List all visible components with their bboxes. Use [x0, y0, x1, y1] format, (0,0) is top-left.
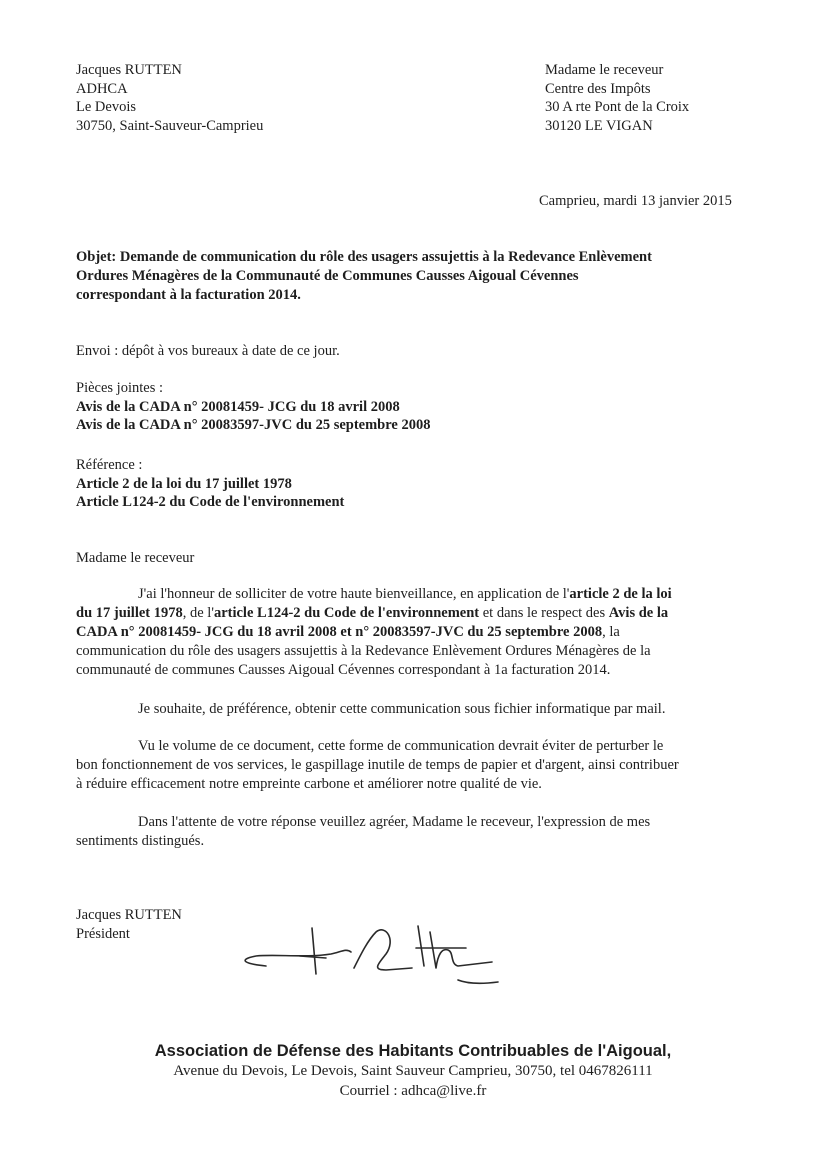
sender-name: Jacques RUTTEN: [76, 62, 182, 78]
footer-address: Avenue du Devois, Le Devois, Saint Sauveur Camprieu, 30750, tel 0467826111: [173, 1063, 653, 1079]
place-date: Camprieu, mardi 13 janvier 2015: [539, 193, 732, 209]
recipient-address-line-1: 30 A rte Pont de la Croix: [545, 99, 690, 115]
attachments-label: Pièces jointes :: [76, 380, 163, 396]
paragraph-line: communication du rôle des usagers assujettis à la Redevance Enlèvement Ordures Ménagères de la: [76, 643, 651, 659]
references-label: Référence :: [76, 457, 143, 473]
subject-line-2: Ordures Ménagères de la Communauté de Communes Causses Aigoual Cévennes: [76, 268, 579, 284]
paragraph-preference: [76, 700, 766, 719]
paragraph-line: [76, 623, 766, 642]
attachments-block: [76, 379, 430, 435]
sender-address-line-1: Le Devois: [76, 99, 136, 115]
paragraph-line: [76, 585, 766, 604]
paragraph-line: sentiments distingués.: [76, 833, 205, 849]
paragraph-line: Vu le volume de ce document, cette forme de communication devrait éviter de perturber le: [138, 738, 664, 754]
text-span: , la: [602, 624, 620, 640]
recipient-title: Madame le receveur: [545, 62, 664, 78]
attachment-item: Avis de la CADA n° 20083597-JVC du 25 septembre 2008: [76, 417, 431, 433]
paragraph-line: Dans l'attente de votre réponse veuillez agréer, Madame le receveur, l'expression de mes: [138, 814, 651, 830]
subject-block: [76, 248, 776, 305]
text-span: , de l': [182, 605, 214, 621]
footer-email: Courriel : adhca@live.fr: [339, 1083, 487, 1099]
emphasis-span: CADA n° 20081459- JCG du 18 avril 2008 et n° 20083597-JVC du 25 septembre 2008: [76, 624, 603, 640]
paragraph-line: communauté de communes Causses Aigoual Cévennes correspondant à 1a facturation 2014.: [76, 662, 611, 678]
paragraph-line: à réduire efficacement notre empreinte carbone et améliorer notre qualité de vie.: [76, 776, 542, 792]
subject-line-3: correspondant à la facturation 2014.: [76, 287, 301, 303]
signatory-name: Jacques RUTTEN: [76, 907, 182, 923]
recipient-office: Centre des Impôts: [545, 80, 651, 97]
paragraph-line: [76, 604, 766, 623]
delivery-note: Envoi : dépôt à vos bureaux à date de ce jour.: [76, 343, 340, 359]
paragraph-request: [76, 585, 766, 680]
emphasis-span: article L124-2 du Code de l'environnement: [213, 605, 480, 621]
paragraph-closing: [76, 813, 766, 851]
signatory-block: [76, 906, 182, 943]
sender-org: ADHCA: [76, 80, 128, 97]
reference-item: Article 2 de la loi du 17 juillet 1978: [76, 475, 292, 492]
subject-line-1: Objet: Demande de communication du rôle des usagers assujettis à la Redevance Enlèvement: [76, 249, 652, 265]
text-span: J'ai l'honneur de solliciter de votre haute bienveillance, en application de l': [138, 586, 570, 602]
recipient-address-line-2: 30120 LE VIGAN: [545, 117, 653, 134]
paragraph-justification: [76, 737, 766, 794]
emphasis-span: article 2 de la loi: [569, 586, 672, 602]
references-block: [76, 456, 344, 512]
sender-block: [76, 61, 263, 135]
signatory-role: Président: [76, 925, 130, 942]
paragraph-line: bon fonctionnement de vos services, le gaspillage inutile de temps de papier et d'argent, ainsi contribuer: [76, 757, 679, 773]
text-span: et dans le respect des: [479, 605, 609, 621]
footer-title: Association de Défense des Habitants Contribuables de l'Aigoual,: [154, 1042, 672, 1060]
handwritten-signature: [236, 918, 526, 1000]
paragraph-line: Je souhaite, de préférence, obtenir cette communication sous fichier informatique par mail.: [138, 701, 666, 717]
emphasis-span: du 17 juillet 1978: [76, 605, 183, 621]
emphasis-span: Avis de la: [608, 605, 669, 621]
sender-address-line-2: 30750, Saint-Sauveur-Camprieu: [76, 117, 264, 134]
recipient-block: [545, 61, 689, 135]
reference-item: Article L124-2 du Code de l'environnement: [76, 494, 345, 510]
salutation: Madame le receveur: [76, 550, 195, 566]
footer: [0, 1041, 826, 1101]
attachment-item: Avis de la CADA n° 20081459- JCG du 18 avril 2008: [76, 398, 400, 415]
